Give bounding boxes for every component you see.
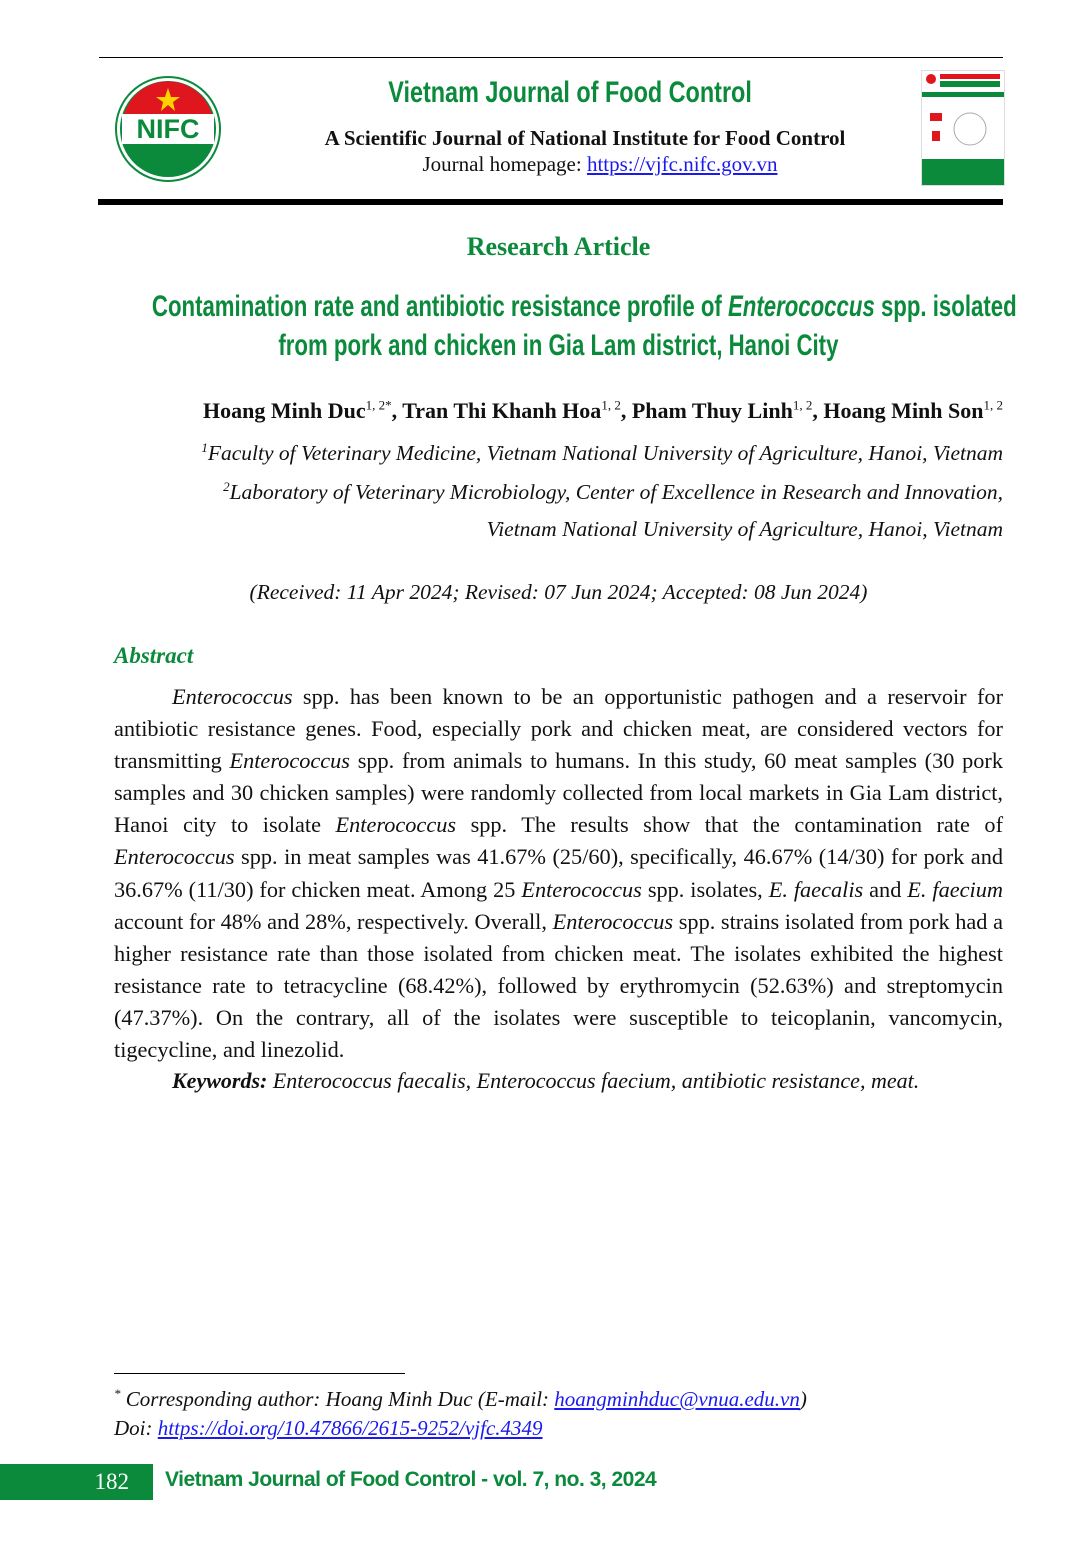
abstract-italic-term: Enterococcus [335, 812, 457, 838]
homepage-label: Journal homepage: [422, 152, 587, 176]
keywords-label: Keywords: [172, 1068, 268, 1093]
author-list [203, 398, 1003, 424]
title-text: spp. isolated [874, 290, 1017, 323]
affiliation-1: $^1$Faculty of Veterinary Medicine, Vietnam National University of Agriculture, Hanoi, Vietnam [201, 440, 1003, 466]
title-genus: Enterococcus [727, 290, 875, 323]
abstract-heading: Abstract [114, 643, 194, 668]
article-dates: (Received: 11 Apr 2024; Revised: 07 Jun 2024; Accepted: 08 Jun 2024) [249, 580, 868, 604]
author: Tran Thi Khanh Hoa$^{1, 2}$, [402, 398, 632, 424]
svg-text:NIFC: NIFC [136, 114, 200, 144]
abstract-italic-term: E. faecium [907, 876, 1003, 902]
nifc-logo [115, 76, 221, 182]
journal-name: Vietnam Journal of Food Control [388, 76, 752, 109]
abstract-italic-term: Enterococcus [172, 684, 293, 709]
footer-citation: Vietnam Journal of Food Control - vol. 7, no. 3, 2024 [165, 1468, 657, 1491]
abstract-italic-term: Enterococcus [521, 876, 642, 902]
abstract-italic-term: Enterococcus [114, 844, 235, 870]
abstract-italic-term: E. faecalis [768, 876, 864, 902]
doi-link[interactable]: https://doi.org/10.47866/2615-9252/vjfc.4349 [157, 1416, 543, 1440]
abstract-text: spp. in meat samples was 41.67% (25/60), specifically, 46.67% (14/30) for pork and 36.67% (11/30) for chicken meat. Among 25 [114, 844, 1003, 902]
abstract-text: account for 48% and 28%, respectively. Overall, [114, 908, 553, 934]
journal-homepage [260, 152, 940, 177]
journal-subtitle: A Scientific Journal of National Institute for Food Control [324, 126, 846, 150]
author: Hoang Minh Duc$^{1, 2*}$, [203, 398, 403, 424]
top-rule [99, 57, 1003, 58]
header-rule [98, 199, 1003, 205]
page-number: 182 [0, 1464, 153, 1500]
affiliation-2: $^2$Laboratory of Veterinary Microbiology, Center of Excellence in Research and Innovation, [223, 479, 1003, 505]
corresponding-author: * Corresponding author: Hoang Minh Duc (E-mail: hoangminhduc@vnua.edu.vn) [114, 1386, 807, 1411]
keywords [172, 1068, 919, 1094]
author: Hoang Minh Son$^{1, 2}$ [823, 398, 1003, 424]
abstract-italic-term: Enterococcus [229, 748, 350, 774]
title-text: Contamination rate and antibiotic resistance profile of [151, 290, 728, 323]
abstract-text: spp. has been known to be an opportunistic pathogen and a reservoir for antibiotic resistance genes. Food, especially pork and chicken meat, are considered vectors for transmitting [114, 684, 1003, 774]
homepage-link[interactable]: https://vjfc.nifc.gov.vn [586, 152, 778, 176]
abstract-text: spp. isolates, [641, 876, 769, 902]
doi: Doi: https://doi.org/10.47866/2615-9252/vjfc.4349 [114, 1416, 543, 1440]
footnote-rule [114, 1373, 405, 1374]
abstract-text: spp. from animals to humans. In this study, 60 meat samples (30 pork samples and 30 chicken samples) were randomly collected from local markets in Gia Lam district, Hanoi city to isolate [114, 748, 1003, 838]
abstract-text: spp. The results show that the contamination rate of [456, 812, 1003, 838]
abstract-italic-term: Enterococcus [552, 908, 674, 934]
author: Pham Thuy Linh$^{1, 2}$, [631, 398, 824, 424]
article-title-line2: from pork and chicken in Gia Lam district, Hanoi City [278, 329, 839, 362]
article-type: Research Article [466, 232, 651, 261]
affiliation-2-cont: Vietnam National University of Agriculture, Hanoi, Vietnam [486, 517, 1003, 541]
article-title-line1 [0, 290, 1090, 324]
keywords-list: Enterococcus faecalis, Enterococcus faecium, antibiotic resistance, meat. [267, 1068, 920, 1093]
abstract-body [114, 681, 1003, 1066]
journal-cover-thumbnail [921, 70, 1005, 186]
email-link[interactable]: hoangminhduc@vnua.edu.vn [554, 1387, 800, 1411]
abstract-text: and [863, 876, 908, 902]
abstract-text: spp. strains isolated from pork had a higher resistance rate than those isolated from chicken meat. The isolates exhibited the highest resistance rate to tetracycline (68.42%), followed by erythromycin (52.63%) and streptomycin (47.37%). On the contrary, all of the isolates were susceptible to teicoplanin, vancomycin, tigecycline, and linezolid. [114, 908, 1003, 1063]
